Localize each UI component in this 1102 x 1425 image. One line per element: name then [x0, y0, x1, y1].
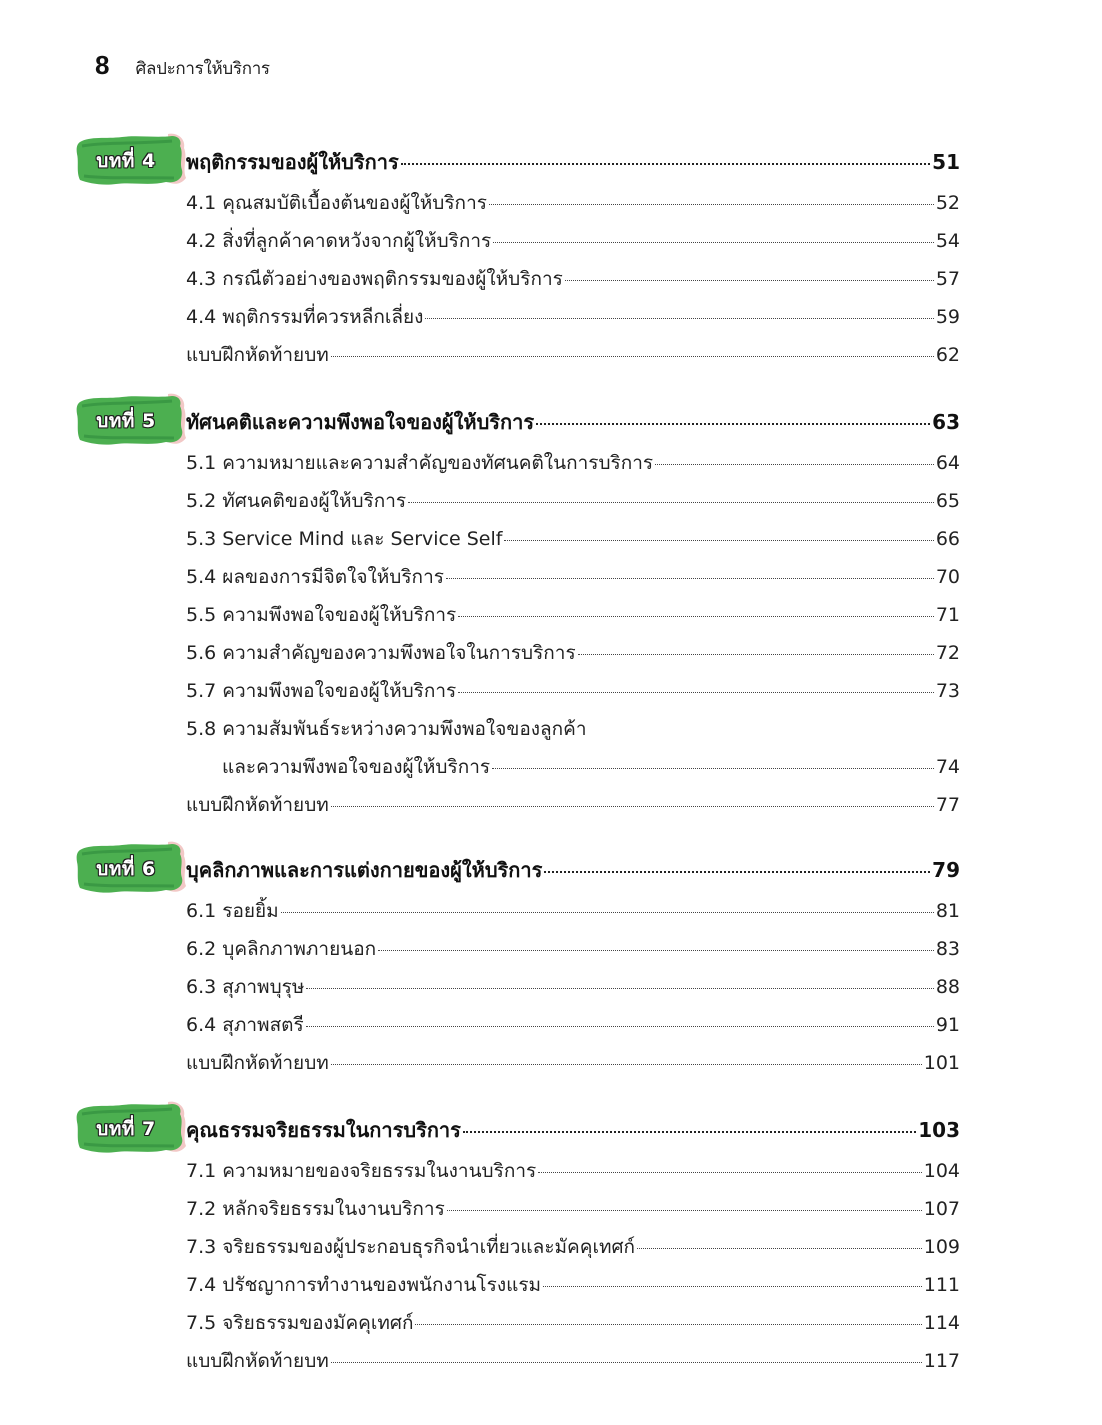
toc-entry-page: 59: [935, 306, 960, 328]
toc-entry-label: 5.1 ความหมายและความสำคัญของทัศนคติในการบริการ: [186, 452, 654, 474]
toc-entry-label: 5.8 ความสัมพันธ์ระหว่างความพึงพอใจของลูกค้า: [186, 718, 587, 740]
toc-entry-label: 7.5 จริยธรรมของมัคคุเทศก์: [186, 1312, 414, 1334]
dot-leader: [544, 871, 930, 873]
chapter-page-number: 79: [932, 858, 960, 882]
dot-leader: [281, 912, 934, 913]
toc-entry[interactable]: [186, 600, 960, 638]
toc-entry[interactable]: [186, 1048, 960, 1086]
chapter-title: พฤติกรรมของผู้ให้บริการ: [186, 150, 399, 174]
toc-entry-label: 6.1 รอยยิ้ม: [186, 900, 279, 922]
chapter-badge-label: บทที่ 4: [96, 150, 156, 172]
chapter-section: [0, 1100, 1102, 1384]
toc-entry-label: และความพึงพอใจของผู้ให้บริการ: [222, 756, 491, 778]
dot-leader: [492, 768, 934, 769]
toc-entry-label: 4.4 พฤติกรรมที่ควรหลีกเลี่ยง: [186, 306, 424, 328]
toc-entry[interactable]: [186, 972, 960, 1010]
chapter-heading[interactable]: [0, 132, 1102, 188]
dot-leader: [447, 1210, 922, 1211]
toc-entry[interactable]: [186, 638, 960, 676]
toc-entry-page: 77: [935, 794, 960, 816]
toc-entry[interactable]: [186, 264, 960, 302]
dot-leader: [543, 1286, 922, 1287]
dot-leader: [331, 1064, 922, 1065]
toc-entry[interactable]: [186, 1156, 960, 1194]
toc-entry[interactable]: [186, 790, 960, 828]
toc-entry-label: 5.7 ความพึงพอใจของผู้ให้บริการ: [186, 680, 457, 702]
chapter-heading[interactable]: [0, 1100, 1102, 1156]
toc-entry-page: 114: [923, 1312, 960, 1334]
dot-leader: [331, 806, 934, 807]
toc-entry-page: 57: [935, 268, 960, 290]
chapter-title-row: [186, 854, 960, 886]
dot-leader: [415, 1324, 921, 1325]
toc-entry-label: 6.4 สุภาพสตรี: [186, 1014, 304, 1036]
chapter-badge-label: บทที่ 5: [96, 410, 156, 432]
toc-entry-label: แบบฝึกหัดท้ายบท: [186, 1052, 329, 1074]
toc-entry-page: 104: [923, 1160, 960, 1182]
chapter-badge-label: บทที่ 6: [96, 858, 156, 880]
toc-entry-label: แบบฝึกหัดท้ายบท: [186, 1350, 329, 1372]
toc-entry[interactable]: [186, 188, 960, 226]
toc-entry-page: 101: [923, 1052, 960, 1074]
dot-leader: [536, 423, 930, 425]
dot-leader: [655, 464, 934, 465]
dot-leader: [401, 163, 930, 165]
toc-entry-page: 65: [935, 490, 960, 512]
chapter-badge-label: บทที่ 7: [96, 1118, 156, 1140]
dot-leader: [458, 692, 934, 693]
toc-entry-label: 4.2 สิ่งที่ลูกค้าคาดหวังจากผู้ให้บริการ: [186, 230, 492, 252]
toc-entry-label: แบบฝึกหัดท้ายบท: [186, 794, 329, 816]
toc-entry[interactable]: [186, 226, 960, 264]
chapter-badge: [76, 392, 186, 446]
toc-entry[interactable]: [186, 896, 960, 934]
toc-entry[interactable]: [186, 1194, 960, 1232]
chapter-badge: [76, 132, 186, 186]
toc-entry-page: 52: [935, 192, 960, 214]
toc-entry[interactable]: [186, 562, 960, 600]
toc-entry[interactable]: [186, 1346, 960, 1384]
dot-leader: [425, 318, 933, 319]
toc-entry-page: 91: [935, 1014, 960, 1036]
dot-leader: [489, 204, 934, 205]
dot-leader: [331, 356, 934, 357]
book-title: ศิลปะการให้บริการ: [135, 59, 270, 79]
toc-entry-label: 6.3 สุภาพบุรุษ: [186, 976, 305, 998]
toc-entry[interactable]: [186, 1232, 960, 1270]
toc-entry-page: 62: [935, 344, 960, 366]
toc-entry-page: 88: [935, 976, 960, 998]
toc-entry-label: 5.4 ผลของการมีจิตใจให้บริการ: [186, 566, 444, 588]
chapter-page-number: 63: [932, 410, 960, 434]
toc-entry-page: 73: [935, 680, 960, 702]
toc-entry-label: แบบฝึกหัดท้ายบท: [186, 344, 329, 366]
dot-leader: [578, 654, 934, 655]
toc-entry[interactable]: [186, 448, 960, 486]
toc-entry-page: 83: [935, 938, 960, 960]
dot-leader: [493, 242, 934, 243]
chapter-page-number: 103: [918, 1118, 960, 1142]
toc-entry-page: 107: [923, 1198, 960, 1220]
page-header: [95, 50, 270, 82]
toc-entry[interactable]: [186, 1308, 960, 1346]
page-number: 8: [95, 50, 110, 80]
toc-entry-label: 7.2 หลักจริยธรรมในงานบริการ: [186, 1198, 445, 1220]
toc-entry-page: 109: [923, 1236, 960, 1258]
toc-entry[interactable]: [186, 1010, 960, 1048]
dot-leader: [463, 1131, 916, 1133]
dot-leader: [306, 1026, 934, 1027]
toc-entry[interactable]: [186, 486, 960, 524]
dot-leader: [408, 502, 934, 503]
dot-leader: [458, 616, 934, 617]
toc-entry-label: 7.1 ความหมายของจริยธรรมในงานบริการ: [186, 1160, 537, 1182]
toc-entry-label: 7.4 ปรัชญาการทำงานของพนักงานโรงแรม: [186, 1274, 542, 1296]
chapter-page-number: 51: [932, 150, 960, 174]
chapter-title: ทัศนคติและความพึงพอใจของผู้ให้บริการ: [186, 410, 535, 434]
toc-entry[interactable]: [186, 524, 960, 562]
toc-entry-page: 54: [935, 230, 960, 252]
chapter-section: [0, 392, 1102, 828]
toc-entry[interactable]: [186, 676, 960, 714]
chapter-title-row: [186, 146, 960, 178]
chapter-badge: [76, 1100, 186, 1154]
toc-entry-page: 81: [935, 900, 960, 922]
toc-entry-label: 4.1 คุณสมบัติเบื้องต้นของผู้ให้บริการ: [186, 192, 487, 214]
chapter-heading[interactable]: [0, 392, 1102, 448]
chapter-heading[interactable]: [0, 840, 1102, 896]
toc-entry[interactable]: [186, 340, 960, 378]
chapter-title-row: [186, 406, 960, 438]
toc-entry-page: 72: [935, 642, 960, 664]
toc-entry-label: 4.3 กรณีตัวอย่างของพฤติกรรมของผู้ให้บริการ: [186, 268, 563, 290]
chapter-title-row: [186, 1114, 960, 1146]
chapter-section: [0, 132, 1102, 378]
toc-entry-label: 6.2 บุคลิกภาพภายนอก: [186, 938, 377, 960]
dot-leader: [446, 578, 934, 579]
dot-leader: [504, 540, 933, 541]
toc-entry-page: 117: [923, 1350, 960, 1372]
toc-entry[interactable]: [186, 1270, 960, 1308]
toc-entry-page: 66: [935, 528, 960, 550]
chapter-title: คุณธรรมจริยธรรมในการบริการ: [186, 1118, 461, 1142]
toc-entry-label: 5.3 Service Mind และ Service Self: [186, 528, 503, 550]
dot-leader: [637, 1248, 922, 1249]
toc-entry-label: 7.3 จริยธรรมของผู้ประกอบธุรกิจนำเที่ยวและมัคคุเทศก์: [186, 1236, 636, 1258]
dot-leader: [378, 950, 934, 951]
toc-entry-page: 111: [923, 1274, 960, 1296]
dot-leader: [306, 988, 933, 989]
toc-entry-page: 64: [935, 452, 960, 474]
toc-entry-page: 71: [935, 604, 960, 626]
dot-leader: [331, 1362, 922, 1363]
dot-leader: [538, 1172, 922, 1173]
toc-entry-label: 5.2 ทัศนคติของผู้ให้บริการ: [186, 490, 407, 512]
toc-entry-label: 5.5 ความพึงพอใจของผู้ให้บริการ: [186, 604, 457, 626]
toc-entry[interactable]: [186, 934, 960, 972]
toc-entry[interactable]: [186, 752, 960, 790]
toc-entry[interactable]: [186, 302, 960, 340]
toc-entry[interactable]: [186, 714, 960, 752]
chapter-badge: [76, 840, 186, 894]
toc-entry-label: 5.6 ความสำคัญของความพึงพอใจในการบริการ: [186, 642, 576, 664]
toc-entry-page: 74: [935, 756, 960, 778]
dot-leader: [565, 280, 934, 281]
chapter-section: [0, 840, 1102, 1086]
toc-entry-page: 70: [935, 566, 960, 588]
chapter-title: บุคลิกภาพและการแต่งกายของผู้ให้บริการ: [186, 858, 543, 882]
